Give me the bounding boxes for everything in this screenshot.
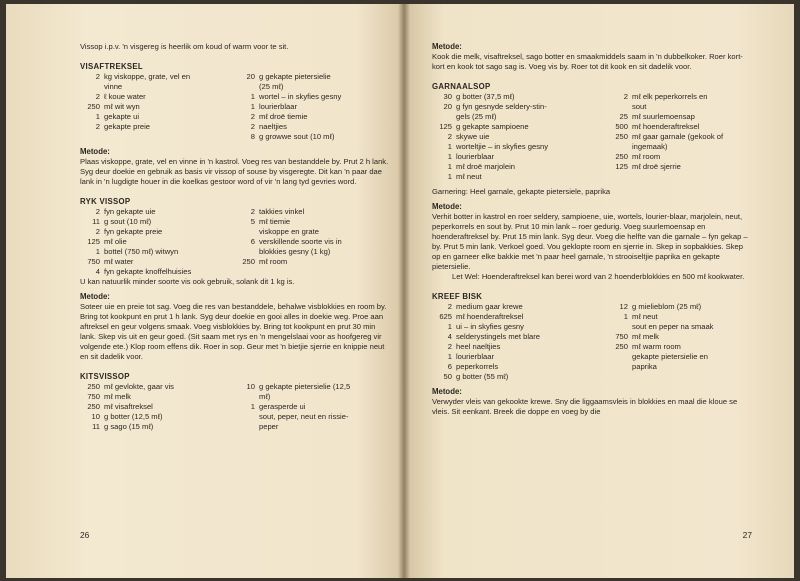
- ingredient-column-b: [235, 207, 390, 277]
- ingredient-text: mℓ wit wyn: [104, 102, 140, 111]
- ingredient-quantity: [592, 352, 632, 362]
- ingredient-quantity: 11: [92, 422, 100, 431]
- ingredient-text: lourierblaar: [456, 352, 494, 361]
- ingredient-quantity: 2: [95, 227, 100, 236]
- ingredient-quantity: [235, 412, 259, 422]
- note-text: Let Wel: Hoenderaftreksel kan berei word van 2 hoenderblokkies en 500 mℓ kookwater.: [452, 272, 745, 281]
- method-heading: Metode:: [432, 42, 462, 51]
- ingredient-line: [235, 392, 390, 402]
- ingredient-line: [80, 227, 235, 237]
- ingredient-line: [235, 227, 390, 237]
- ingredient-quantity: 1: [250, 402, 255, 411]
- ingredient-line: [432, 92, 592, 102]
- ingredient-line: [592, 342, 752, 352]
- ingredient-text: mℓ water: [104, 257, 134, 266]
- ingredient-line: [80, 392, 235, 402]
- ingredient-text: bottel (750 mℓ) witwyn: [104, 247, 179, 256]
- ingredient-column-b: [592, 92, 752, 182]
- recipe-kreef-bisk: [432, 291, 752, 417]
- ingredient-quantity: 250: [615, 132, 628, 141]
- ingredient-quantity: 2: [623, 92, 628, 101]
- ingredient-line: [592, 352, 752, 362]
- ingredient-quantity: 125: [87, 237, 100, 246]
- ingredient-text: mℓ hoenderaftreksel: [632, 122, 700, 131]
- page-number: 27: [742, 530, 752, 540]
- ingredient-line: [432, 322, 592, 332]
- ingredient-line: [432, 342, 592, 352]
- ingredient-text: g botter (37,5 mℓ): [456, 92, 515, 101]
- ingredient-quantity: 750: [87, 392, 100, 401]
- method-text: Soteer uie en preie tot sag. Voeg die res van bestanddele, behalwe visblokkies en room by. Bring tot kookpunt en prut 1 h lank. Syg deur doekie en gooi alles in doekie weg. Proe aan aftreksel en geur volgens smaak. Voeg visblokkies by. Bring tot kookpunt en prut 30 min lank. Skep vis uit en geur goed. (Sit saam met rys en 'n mengelslaai voor as hoofgereg vir volgende ete.) Klop room effens dik. Roer in sop. Geur met 'n bietjie sjerrie en knippie neut en sit dadelik voor.: [80, 302, 387, 361]
- ingredient-list: [432, 92, 752, 182]
- ingredient-quantity: 250: [242, 257, 255, 266]
- ingredient-list: [80, 382, 390, 432]
- ingredient-line: [235, 122, 390, 132]
- ingredient-text: verskillende soorte vis in: [259, 237, 342, 246]
- ingredient-line: [432, 142, 592, 152]
- ingredient-line: [432, 352, 592, 362]
- intro-text: Vissop i.p.v. 'n visgereg is heerlik om koud of warm voor te sit.: [80, 42, 289, 51]
- ingredient-quantity: [432, 112, 456, 122]
- ingredient-line: [235, 247, 390, 257]
- ingredient-quantity: 625: [439, 312, 452, 321]
- ingredient-line: [592, 312, 752, 322]
- ingredient-line: [592, 102, 752, 112]
- book-spread: [6, 4, 794, 578]
- ingredient-text: mℓ hoenderaftreksel: [456, 312, 524, 321]
- ingredient-line: [80, 257, 235, 267]
- ingredient-column-b: [235, 72, 390, 142]
- ingredient-text: fyn gekapte uie: [104, 207, 156, 216]
- ingredient-text: skywe uie: [456, 132, 490, 141]
- ingredient-text: wortel – in skyfies gesny: [259, 92, 342, 101]
- ingredient-quantity: 125: [439, 122, 452, 131]
- ingredient-quantity: 1: [95, 247, 100, 256]
- ingredient-text: mℓ warm room: [632, 342, 681, 351]
- ingredient-line: [80, 92, 235, 102]
- ingredient-line: [80, 102, 235, 112]
- ingredient-text: lourierblaar: [456, 152, 494, 161]
- ingredient-text: mℓ room: [632, 152, 661, 161]
- ingredient-text: mℓ melk: [104, 392, 131, 401]
- recipe-title: KITSVISSOP: [80, 372, 130, 381]
- ingredient-text: naeltjies: [259, 122, 287, 131]
- ingredient-quantity: 2: [95, 72, 100, 81]
- ingredient-quantity: [235, 247, 259, 257]
- method-heading: Metode:: [432, 202, 462, 211]
- ingredient-text: gekapte ui: [104, 112, 140, 121]
- ingredient-line: [235, 207, 390, 217]
- ingredient-quantity: [80, 82, 104, 92]
- ingredient-text: sout en peper na smaak: [632, 322, 714, 331]
- ingredient-quantity: 11: [92, 217, 100, 226]
- ingredient-quantity: 5: [250, 217, 255, 226]
- method-text: Verhit botter in kastrol en roer seldery, sampioene, uie, wortels, lourier-blaar, marjolein, neut, peperkorrels en sout by. Prut 10 min lank – roer gedurig. Voeg suurlemoensap en hoenderaftreksel by. Prut 15 min lank. Syg deur. Voeg die helfte van die garnale – fyn gekap – by. Prut 5 min lank. Verkoel goed. Vou geklopte room en sjerrie in. Skep in sopbakkies. Skep op en garneer elke bakkie met 'n paar heel garnale, 'n strooiseltjie paprika en gekapte pietersielie.: [432, 212, 748, 271]
- ingredient-line: [592, 302, 752, 312]
- ingredient-quantity: 1: [250, 92, 255, 101]
- ingredient-quantity: 750: [87, 257, 100, 266]
- ingredient-line: [432, 132, 592, 142]
- garnish-text: Garnering: Heel garnale, gekapte pietersiele, paprika: [432, 187, 611, 196]
- ingredient-line: [592, 162, 752, 172]
- ingredient-line: [432, 332, 592, 342]
- right-page: [404, 4, 794, 578]
- ingredient-quantity: 2: [447, 302, 452, 311]
- ingredient-quantity: 1: [447, 172, 452, 181]
- ingredient-quantity: 1: [447, 152, 452, 161]
- ingredient-quantity: [592, 142, 632, 152]
- ingredient-line: [80, 267, 235, 277]
- ingredient-quantity: 250: [87, 382, 100, 391]
- ingredient-line: [80, 382, 235, 392]
- ingredient-quantity: 2: [447, 342, 452, 351]
- method-text: Verwyder vleis van gekookte krewe. Sny die liggaamsvleis in blokkies en maal die kloue se vleis. Sit eenkant. Breek die doppe en voeg by die: [432, 397, 738, 416]
- ingredient-quantity: 30: [443, 92, 452, 101]
- ingredient-text: fyn gekapte preie: [104, 227, 163, 236]
- ingredient-text: worteltjie – in skyfies gesny: [456, 142, 549, 151]
- ingredient-quantity: 6: [447, 362, 452, 371]
- method-heading: Metode:: [432, 387, 462, 396]
- ingredient-quantity: 2: [95, 92, 100, 101]
- ingredient-line: [235, 422, 390, 432]
- ingredient-quantity: 4: [95, 267, 100, 276]
- ingredient-quantity: 500: [615, 122, 628, 131]
- ingredient-text: selderystingels met blare: [456, 332, 540, 341]
- recipe-title: VISAFTREKSEL: [80, 62, 143, 71]
- ingredient-text: g botter (55 mℓ): [456, 372, 509, 381]
- ingredient-text: blokkies gesny (1 kg): [259, 247, 331, 256]
- ingredient-line: [235, 217, 390, 227]
- ingredient-text: kg viskoppe, grate, vel en: [104, 72, 191, 81]
- ingredient-quantity: [592, 362, 632, 372]
- recipe-title: KREEF BISK: [432, 292, 483, 301]
- ingredient-line: [592, 322, 752, 332]
- ingredient-quantity: 4: [447, 332, 452, 341]
- ingredient-column-b: [592, 302, 752, 382]
- ingredient-quantity: 250: [87, 402, 100, 411]
- ingredient-line: [592, 332, 752, 342]
- ingredient-line: [235, 412, 390, 422]
- ingredient-quantity: [235, 227, 259, 237]
- ingredient-line: [592, 122, 752, 132]
- method-text: Kook die melk, visaftreksel, sago botter en smaakmiddels saam in 'n dubbelkoker. Roer kort-kort en kook tot sago sag is. Voeg vis by. Roer tot dit kook en sit dadelik voor.: [432, 52, 743, 71]
- ingredient-text: peper: [259, 422, 279, 431]
- ingredient-text: mℓ olie: [104, 237, 127, 246]
- ingredient-line: [432, 372, 592, 382]
- ingredient-text: mℓ room: [259, 257, 288, 266]
- ingredient-line: [592, 112, 752, 122]
- ingredient-column-a: [80, 382, 235, 432]
- ingredient-quantity: 2: [95, 207, 100, 216]
- recipe-title: GARNAALSOP: [432, 82, 491, 91]
- ingredient-quantity: 1: [447, 162, 452, 171]
- ingredient-list: [432, 302, 752, 382]
- ingredient-line: [432, 112, 592, 122]
- ingredient-quantity: 1: [623, 312, 628, 321]
- ingredient-line: [235, 382, 390, 392]
- ingredient-text: vinne: [104, 82, 123, 91]
- ingredient-list: [80, 72, 390, 142]
- ingredient-line: [592, 132, 752, 142]
- ingredient-line: [235, 237, 390, 247]
- ingredient-quantity: 25: [619, 112, 628, 121]
- ingredient-text: sout, peper, neut en rissie-: [259, 412, 349, 421]
- ingredient-line: [235, 112, 390, 122]
- ingredient-line: [80, 217, 235, 227]
- ingredient-text: mℓ neut: [632, 312, 658, 321]
- ingredient-line: [432, 362, 592, 372]
- ingredient-line: [592, 152, 752, 162]
- ingredient-text: ui – in skyfies gesny: [456, 322, 524, 331]
- ingredient-text: medium gaar krewe: [456, 302, 523, 311]
- ingredient-line: [432, 312, 592, 322]
- ingredient-line: [432, 152, 592, 162]
- ingredient-line: [432, 162, 592, 172]
- ingredient-line: [432, 122, 592, 132]
- ingredient-line: [235, 402, 390, 412]
- ingredient-text: g mielieblom (25 mℓ): [632, 302, 702, 311]
- left-page: [6, 4, 404, 578]
- ingredient-quantity: 125: [615, 162, 628, 171]
- ingredient-text: mℓ droë sjerrie: [632, 162, 681, 171]
- ingredient-line: [80, 122, 235, 132]
- ingredient-quantity: 750: [615, 332, 628, 341]
- ingredient-quantity: 1: [250, 102, 255, 111]
- ingredient-quantity: 10: [246, 382, 255, 391]
- ingredient-column-b: [235, 382, 390, 432]
- ingredient-text: g fyn gesnyde seldery-stin-: [456, 102, 547, 111]
- ingredient-text: viskoppe en grate: [259, 227, 319, 236]
- ingredient-text: g gekapte pietersielie (12,5: [259, 382, 351, 391]
- ingredient-quantity: 20: [246, 72, 255, 81]
- ingredient-quantity: 1: [447, 142, 452, 151]
- ingredient-line: [80, 82, 235, 92]
- ingredient-text: g botter (12,5 mℓ): [104, 412, 163, 421]
- ingredient-column-a: [80, 72, 235, 142]
- ingredient-text: gekapte preie: [104, 122, 151, 131]
- ingredient-line: [235, 72, 390, 82]
- recipe-ryk-vissop: [80, 196, 390, 362]
- ingredient-text: g sout (10 mℓ): [104, 217, 152, 226]
- ingredient-line: [432, 102, 592, 112]
- ingredient-quantity: 6: [250, 237, 255, 246]
- ingredient-quantity: 2: [95, 122, 100, 131]
- ingredient-line: [235, 257, 390, 267]
- ingredient-line: [592, 362, 752, 372]
- ingredient-text: mℓ suurlemoensap: [632, 112, 695, 121]
- ingredient-text: mℓ droë tiemie: [259, 112, 308, 121]
- ingredient-text: lourierblaar: [259, 102, 297, 111]
- ingredient-line: [80, 412, 235, 422]
- recipe-kitsvissop: [80, 371, 390, 432]
- ingredient-text: peperkorrels: [456, 362, 499, 371]
- ingredient-quantity: 250: [615, 152, 628, 161]
- ingredient-text: mℓ elk peperkorrels en: [632, 92, 708, 101]
- ingredient-quantity: 1: [447, 352, 452, 361]
- ingredient-text: mℓ droë marjolein: [456, 162, 516, 171]
- ingredient-quantity: 250: [87, 102, 100, 111]
- ingredient-text: mℓ visaftreksel: [104, 402, 153, 411]
- ingredient-text: sout: [632, 102, 647, 111]
- page-number: 26: [80, 530, 90, 540]
- ingredient-text: (25 mℓ): [259, 82, 284, 91]
- ingredient-text: ingemaak): [632, 142, 668, 151]
- ingredient-quantity: 10: [91, 412, 100, 421]
- ingredient-text: gerasperde ui: [259, 402, 306, 411]
- book-gutter: [398, 4, 410, 578]
- ingredient-quantity: 1: [95, 112, 100, 121]
- ingredient-column-a: [80, 207, 235, 277]
- ingredient-text: g growwe sout (10 mℓ): [259, 132, 335, 141]
- ingredient-line: [80, 422, 235, 432]
- ingredient-column-a: [432, 92, 592, 182]
- ingredient-text: mℓ neut: [456, 172, 482, 181]
- ingredient-list: [80, 207, 390, 277]
- ingredient-quantity: 2: [447, 132, 452, 141]
- ingredient-quantity: 2: [250, 122, 255, 131]
- ingredient-text: mℓ gaar garnale (gekook of: [632, 132, 724, 141]
- ingredient-line: [432, 172, 592, 182]
- ingredient-quantity: 8: [250, 132, 255, 141]
- ingredient-line: [235, 82, 390, 92]
- ingredient-quantity: 250: [615, 342, 628, 351]
- method-heading: Metode:: [80, 147, 110, 156]
- ingredient-line: [592, 142, 752, 152]
- ingredient-quantity: [235, 422, 259, 432]
- ingredient-quantity: 2: [250, 112, 255, 121]
- ingredient-text: takkies vinkel: [259, 207, 305, 216]
- ingredient-line: [80, 112, 235, 122]
- method-heading: Metode:: [80, 292, 110, 301]
- ingredient-line: [235, 132, 390, 142]
- recipe-title: RYK VISSOP: [80, 197, 131, 206]
- recipe-note: U kan natuurlik minder soorte vis ook gebruik, solank dit 1 kg is.: [80, 277, 295, 286]
- recipe-garnaalsop: [432, 81, 752, 282]
- ingredient-line: [80, 247, 235, 257]
- ingredient-line: [80, 207, 235, 217]
- ingredient-quantity: 50: [443, 372, 452, 381]
- ingredient-line: [592, 92, 752, 102]
- ingredient-quantity: [592, 322, 632, 332]
- ingredient-text: ℓ koue water: [104, 92, 146, 101]
- ingredient-text: fyn gekapte knoffelhuisies: [104, 267, 192, 276]
- ingredient-quantity: [235, 82, 259, 92]
- ingredient-text: gels (25 mℓ): [456, 112, 497, 121]
- ingredient-text: mℓ tiemie: [259, 217, 291, 226]
- ingredient-text: heel naeltjies: [456, 342, 501, 351]
- ingredient-text: mℓ): [259, 392, 271, 401]
- ingredient-line: [80, 72, 235, 82]
- ingredient-text: g sago (15 mℓ): [104, 422, 154, 431]
- ingredient-text: gekapte pietersielie en: [632, 352, 708, 361]
- ingredient-line: [235, 92, 390, 102]
- ingredient-quantity: [592, 102, 632, 112]
- ingredient-column-a: [432, 302, 592, 382]
- ingredient-quantity: 1: [447, 322, 452, 331]
- ingredient-quantity: 12: [619, 302, 628, 311]
- ingredient-quantity: [235, 392, 259, 402]
- ingredient-quantity: 20: [443, 102, 452, 111]
- ingredient-text: g gekapte sampioene: [456, 122, 529, 131]
- ingredient-quantity: 2: [250, 207, 255, 216]
- ingredient-text: mℓ melk: [632, 332, 659, 341]
- ingredient-text: paprika: [632, 362, 657, 371]
- ingredient-line: [80, 237, 235, 247]
- ingredient-text: mℓ gevlokte, gaar vis: [104, 382, 174, 391]
- ingredient-line: [432, 302, 592, 312]
- ingredient-text: g gekapte pietersielie: [259, 72, 331, 81]
- ingredient-line: [235, 102, 390, 112]
- recipe-visaftreksel: [80, 61, 390, 187]
- method-text: Plaas viskoppe, grate, vel en vinne in 'n kastrol. Voeg res van bestanddele by. Prut 2 h lank. Syg deur doekie en gebruik as basis vir vissop of souse by visgeregte. Dit kan 'n paar dae lank in 'n lugdigte houer in die koelkas gestoor word of vir 'n lang tyd gevries word.: [80, 157, 389, 186]
- ingredient-line: [80, 402, 235, 412]
